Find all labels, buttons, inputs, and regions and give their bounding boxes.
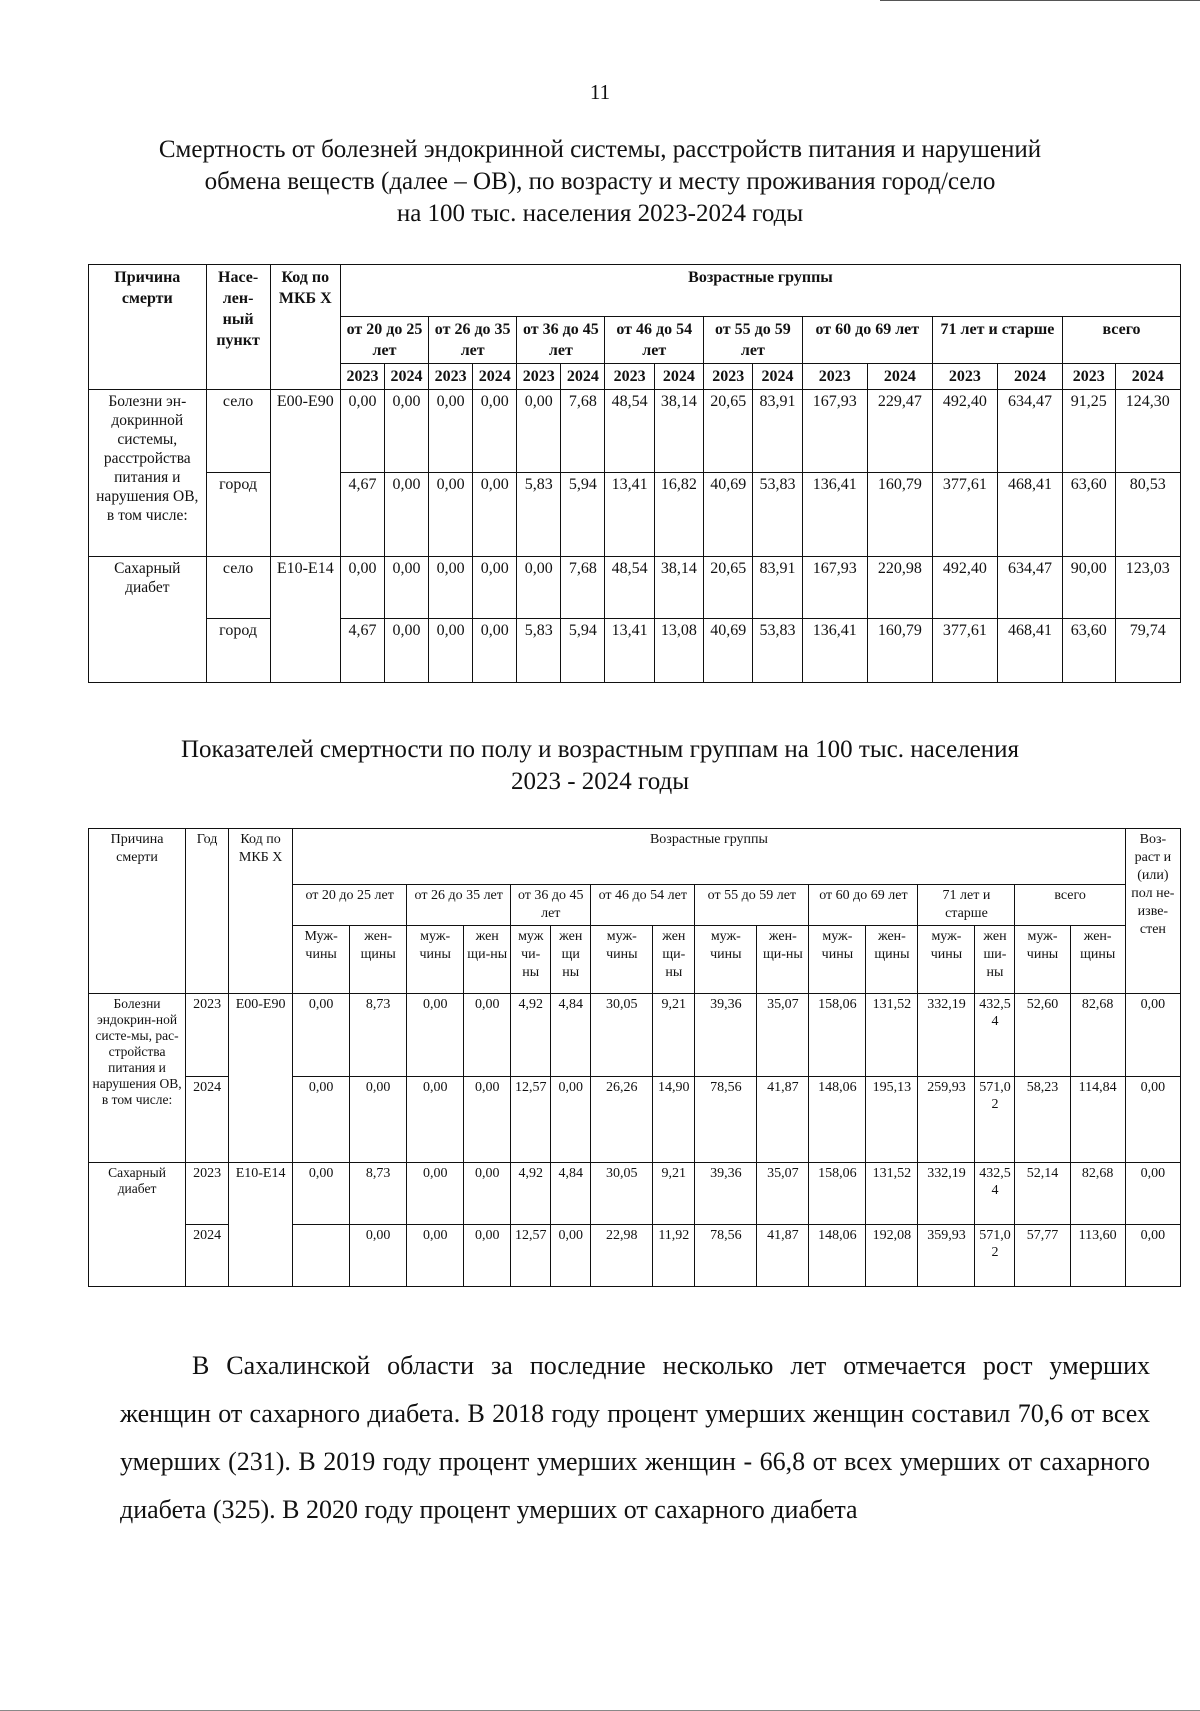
value-cell: 82,68 — [1070, 994, 1125, 1077]
header-men: муж-чины — [809, 926, 866, 994]
value-cell: 41,87 — [757, 1077, 809, 1163]
table-row — [89, 994, 1181, 1077]
value-cell: 4,67 — [340, 473, 384, 557]
value-cell: 114,84 — [1070, 1077, 1125, 1163]
table-row — [89, 473, 1181, 557]
value-cell: 0,00 — [407, 994, 464, 1077]
value-cell: 41,87 — [757, 1225, 809, 1287]
value-cell: 124,30 — [1115, 390, 1180, 473]
value-cell: 82,68 — [1070, 1163, 1125, 1225]
header-year: Год — [186, 829, 229, 994]
value-cell: 492,40 — [932, 390, 997, 473]
header-year: 2023 — [1063, 364, 1115, 390]
header-year: 2023 — [517, 364, 561, 390]
value-cell: 12,57 — [511, 1077, 551, 1163]
value-cell: 13,08 — [654, 619, 703, 683]
header-men: муж-чины — [1015, 926, 1070, 994]
page-number: 11 — [589, 80, 611, 104]
value-cell: 148,06 — [809, 1077, 866, 1163]
header-year: 2023 — [704, 364, 753, 390]
value-cell: 12,57 — [511, 1225, 551, 1287]
header-year: 2023 — [802, 364, 867, 390]
header-year: 2023 — [605, 364, 654, 390]
year-cell: 2023 — [186, 994, 229, 1077]
value-cell: 158,06 — [809, 1163, 866, 1225]
value-cell: 571,02 — [975, 1225, 1015, 1287]
value-cell: 0,00 — [385, 619, 429, 683]
value-cell: 53,83 — [753, 473, 802, 557]
value-cell: 0,00 — [429, 390, 473, 473]
icd-code-cell: Е00-Е90 — [270, 390, 340, 557]
table-row — [89, 1163, 1181, 1225]
value-cell: 40,69 — [704, 619, 753, 683]
value-cell: 5,94 — [561, 473, 605, 557]
value-cell: 0,00 — [385, 390, 429, 473]
value-cell: 0,00 — [293, 994, 350, 1077]
value-cell: 359,93 — [918, 1225, 975, 1287]
value-cell: 4,84 — [551, 994, 591, 1077]
header-men: муж-чины — [407, 926, 464, 994]
header-women: жен щи-ны — [653, 926, 695, 994]
value-cell: 0,00 — [1125, 1225, 1180, 1287]
value-cell: 136,41 — [802, 619, 867, 683]
value-cell: 63,60 — [1063, 619, 1115, 683]
header-age-group: всего — [1015, 885, 1125, 926]
header-men: муж-чины — [591, 926, 653, 994]
value-cell: 160,79 — [867, 619, 932, 683]
header-year: 2024 — [473, 364, 517, 390]
header-age-group: от 55 до 59 лет — [695, 885, 809, 926]
value-cell: 148,06 — [809, 1225, 866, 1287]
value-cell: 83,91 — [753, 390, 802, 473]
value-cell: 0,00 — [473, 473, 517, 557]
header-men: муж чи-ны — [511, 926, 551, 994]
value-cell: 13,41 — [605, 619, 654, 683]
value-cell: 83,91 — [753, 557, 802, 619]
value-cell: 0,00 — [551, 1225, 591, 1287]
icd-code-cell: Е00-Е90 — [229, 994, 293, 1163]
header-year: 2024 — [561, 364, 605, 390]
header-year: 2023 — [429, 364, 473, 390]
value-cell: 0,00 — [473, 390, 517, 473]
header-age-group: от 20 до 25 лет — [340, 317, 428, 364]
value-cell: 0,00 — [473, 557, 517, 619]
table-row — [89, 390, 1181, 473]
cause-cell: Сахарный диабет — [89, 557, 207, 683]
value-cell: 0,00 — [293, 1077, 350, 1163]
value-cell: 0,00 — [293, 1163, 350, 1225]
value-cell: 131,52 — [866, 994, 918, 1077]
value-cell: 220,98 — [867, 557, 932, 619]
value-cell: 160,79 — [867, 473, 932, 557]
year-cell: 2024 — [186, 1225, 229, 1287]
value-cell: 35,07 — [757, 994, 809, 1077]
value-cell: 136,41 — [802, 473, 867, 557]
header-age-groups: Возрастные группы — [293, 829, 1126, 885]
value-cell: 123,03 — [1115, 557, 1180, 619]
icd-code-cell: Е10-Е14 — [270, 557, 340, 683]
header-women: жен-щи-ны — [757, 926, 809, 994]
value-cell: 7,68 — [561, 557, 605, 619]
year-cell: 2024 — [186, 1077, 229, 1163]
value-cell: 5,83 — [517, 619, 561, 683]
mortality-by-sex-table — [88, 828, 1181, 1287]
settlement-cell: город — [206, 619, 270, 683]
icd-code-cell: Е10-Е14 — [229, 1163, 293, 1287]
value-cell: 78,56 — [695, 1225, 757, 1287]
value-cell: 26,26 — [591, 1077, 653, 1163]
header-women: жен ши-ны — [975, 926, 1015, 994]
value-cell: 0,00 — [407, 1225, 464, 1287]
mortality-by-settlement-table — [88, 264, 1181, 683]
value-cell: 332,19 — [918, 1163, 975, 1225]
value-cell: 229,47 — [867, 390, 932, 473]
value-cell: 0,00 — [350, 1077, 407, 1163]
header-age-group: 71 лет и старше — [932, 317, 1062, 364]
header-women: жен-щины — [350, 926, 407, 994]
header-age-group: от 36 до 45 лет — [517, 317, 605, 364]
value-cell: 195,13 — [866, 1077, 918, 1163]
header-age-group: от 46 до 54 лет — [591, 885, 695, 926]
value-cell: 38,14 — [654, 557, 703, 619]
value-cell: 90,00 — [1063, 557, 1115, 619]
value-cell: 0,00 — [385, 473, 429, 557]
top-edge-line — [880, 0, 1200, 1]
value-cell: 0,00 — [350, 1225, 407, 1287]
value-cell: 48,54 — [605, 390, 654, 473]
value-cell: 79,74 — [1115, 619, 1180, 683]
value-cell: 0,00 — [1125, 994, 1180, 1077]
value-cell: 58,23 — [1015, 1077, 1070, 1163]
value-cell: 0,00 — [551, 1077, 591, 1163]
header-cause: Причина смерти — [89, 265, 207, 390]
header-icd-code: Код по МКБ Х — [229, 829, 293, 994]
value-cell: 39,36 — [695, 1163, 757, 1225]
table2-title-line: 2023 - 2024 годы — [510, 768, 689, 795]
value-cell: 0,00 — [407, 1163, 464, 1225]
value-cell: 113,60 — [1070, 1225, 1125, 1287]
value-cell: 8,73 — [350, 1163, 407, 1225]
value-cell: 40,69 — [704, 473, 753, 557]
cause-cell: Болезни эндокрин-ной систе-мы, рас-стройства питания и нарушения ОВ, в том числе: — [89, 994, 186, 1163]
value-cell: 0,00 — [429, 557, 473, 619]
value-cell: 20,65 — [704, 557, 753, 619]
value-cell: 78,56 — [695, 1077, 757, 1163]
value-cell: 0,00 — [340, 390, 384, 473]
value-cell — [293, 1225, 350, 1287]
table1-title-line: Смертность от болезней эндокринной системы, расстройств питания и нарушений — [158, 136, 1042, 163]
header-year: 2023 — [340, 364, 384, 390]
value-cell: 9,21 — [653, 994, 695, 1077]
value-cell: 16,82 — [654, 473, 703, 557]
value-cell: 259,93 — [918, 1077, 975, 1163]
value-cell: 35,07 — [757, 1163, 809, 1225]
header-year: 2024 — [1115, 364, 1180, 390]
value-cell: 0,00 — [517, 390, 561, 473]
header-age-group: от 20 до 25 лет — [293, 885, 407, 926]
table2-title — [100, 734, 1100, 798]
header-year: 2024 — [385, 364, 429, 390]
value-cell: 52,60 — [1015, 994, 1070, 1077]
header-women: жен-щины — [866, 926, 918, 994]
header-year: 2024 — [753, 364, 802, 390]
value-cell: 492,40 — [932, 557, 997, 619]
table-row — [89, 557, 1181, 619]
settlement-cell: село — [206, 557, 270, 619]
header-cause: Причина смерти — [89, 829, 186, 994]
value-cell: 432,54 — [975, 1163, 1015, 1225]
value-cell: 332,19 — [918, 994, 975, 1077]
table-row — [89, 619, 1181, 683]
value-cell: 167,93 — [802, 557, 867, 619]
header-age-group: от 60 до 69 лет — [809, 885, 918, 926]
header-age-group: 71 лет и старше — [918, 885, 1015, 926]
value-cell: 7,68 — [561, 390, 605, 473]
value-cell: 57,77 — [1015, 1225, 1070, 1287]
value-cell: 9,21 — [653, 1163, 695, 1225]
settlement-cell: город — [206, 473, 270, 557]
header-men: муж-чины — [695, 926, 757, 994]
header-year: 2024 — [654, 364, 703, 390]
header-age-group: всего — [1063, 317, 1181, 364]
value-cell: 4,67 — [340, 619, 384, 683]
value-cell: 52,14 — [1015, 1163, 1070, 1225]
value-cell: 4,84 — [551, 1163, 591, 1225]
header-men: Муж-чины — [293, 926, 350, 994]
header-age-group: от 26 до 35 лет — [429, 317, 517, 364]
value-cell: 20,65 — [704, 390, 753, 473]
value-cell: 22,98 — [591, 1225, 653, 1287]
table2-title-line: Показателей смертности по полу и возрастным группам на 100 тыс. населения — [180, 736, 1020, 763]
value-cell: 4,92 — [511, 1163, 551, 1225]
value-cell: 0,00 — [429, 473, 473, 557]
body-paragraph: В Сахалинской области за последние несколько лет отмечается рост умерших женщин от сахарного диабета. В 2018 году процент умерших женщин составил 70,6 от всех умерших (231). В 2019 году процент умерших женщин - 66,8 от всех умерших от сахарного диабета (325). В 2020 году процент умерших от сахарного диабета — [120, 1351, 1150, 1524]
value-cell: 634,47 — [997, 390, 1062, 473]
value-cell: 0,00 — [464, 1163, 511, 1225]
value-cell: 158,06 — [809, 994, 866, 1077]
value-cell: 63,60 — [1063, 473, 1115, 557]
value-cell: 5,94 — [561, 619, 605, 683]
value-cell: 131,52 — [866, 1163, 918, 1225]
value-cell: 30,05 — [591, 1163, 653, 1225]
header-age-group: от 46 до 54 лет — [605, 317, 704, 364]
value-cell: 0,00 — [517, 557, 561, 619]
header-age-group: от 55 до 59 лет — [704, 317, 803, 364]
value-cell: 192,08 — [866, 1225, 918, 1287]
header-age-group: от 60 до 69 лет — [802, 317, 932, 364]
value-cell: 0,00 — [464, 1225, 511, 1287]
value-cell: 48,54 — [605, 557, 654, 619]
table1-title — [100, 134, 1100, 230]
cause-cell: Болезни эн-докринной системы, расстройства питания и нарушения ОВ, в том числе: — [89, 390, 207, 557]
year-cell: 2023 — [186, 1163, 229, 1225]
value-cell: 8,73 — [350, 994, 407, 1077]
header-age-groups: Возрастные группы — [340, 265, 1180, 317]
value-cell: 468,41 — [997, 473, 1062, 557]
header-year: 2023 — [932, 364, 997, 390]
value-cell: 0,00 — [429, 619, 473, 683]
value-cell: 4,92 — [511, 994, 551, 1077]
value-cell: 11,92 — [653, 1225, 695, 1287]
header-age-group: от 26 до 35 лет — [407, 885, 511, 926]
header-women: жен щи-ны — [464, 926, 511, 994]
value-cell: 13,41 — [605, 473, 654, 557]
value-cell: 80,53 — [1115, 473, 1180, 557]
value-cell: 634,47 — [997, 557, 1062, 619]
table1-title-line: обмена веществ (далее – ОВ), по возрасту и месту проживания город/село — [204, 168, 996, 195]
header-men: муж-чины — [918, 926, 975, 994]
value-cell: 0,00 — [464, 994, 511, 1077]
value-cell: 0,00 — [340, 557, 384, 619]
header-women: жен-щины — [1070, 926, 1125, 994]
cause-cell: Сахарный диабет — [89, 1163, 186, 1287]
settlement-cell: село — [206, 390, 270, 473]
value-cell: 0,00 — [385, 557, 429, 619]
value-cell: 0,00 — [1125, 1077, 1180, 1163]
header-year: 2024 — [997, 364, 1062, 390]
value-cell: 377,61 — [932, 473, 997, 557]
value-cell: 167,93 — [802, 390, 867, 473]
header-icd-code: Код по МКБ Х — [270, 265, 340, 390]
value-cell: 0,00 — [1125, 1163, 1180, 1225]
header-unknown-age-sex: Воз-раст и (или) пол не-изве-стен — [1125, 829, 1180, 994]
table1-title-line: на 100 тыс. населения 2023-2024 годы — [396, 200, 804, 227]
value-cell: 0,00 — [407, 1077, 464, 1163]
header-women: жен щи ны — [551, 926, 591, 994]
header-year: 2024 — [867, 364, 932, 390]
value-cell: 468,41 — [997, 619, 1062, 683]
value-cell: 432,54 — [975, 994, 1015, 1077]
value-cell: 571,02 — [975, 1077, 1015, 1163]
value-cell: 39,36 — [695, 994, 757, 1077]
value-cell: 0,00 — [473, 619, 517, 683]
header-age-group: от 36 до 45 лет — [511, 885, 591, 926]
value-cell: 53,83 — [753, 619, 802, 683]
value-cell: 14,90 — [653, 1077, 695, 1163]
value-cell: 5,83 — [517, 473, 561, 557]
value-cell: 0,00 — [464, 1077, 511, 1163]
value-cell: 30,05 — [591, 994, 653, 1077]
header-settlement: Насе-лен-ный пункт — [206, 265, 270, 390]
value-cell: 91,25 — [1063, 390, 1115, 473]
value-cell: 377,61 — [932, 619, 997, 683]
value-cell: 38,14 — [654, 390, 703, 473]
